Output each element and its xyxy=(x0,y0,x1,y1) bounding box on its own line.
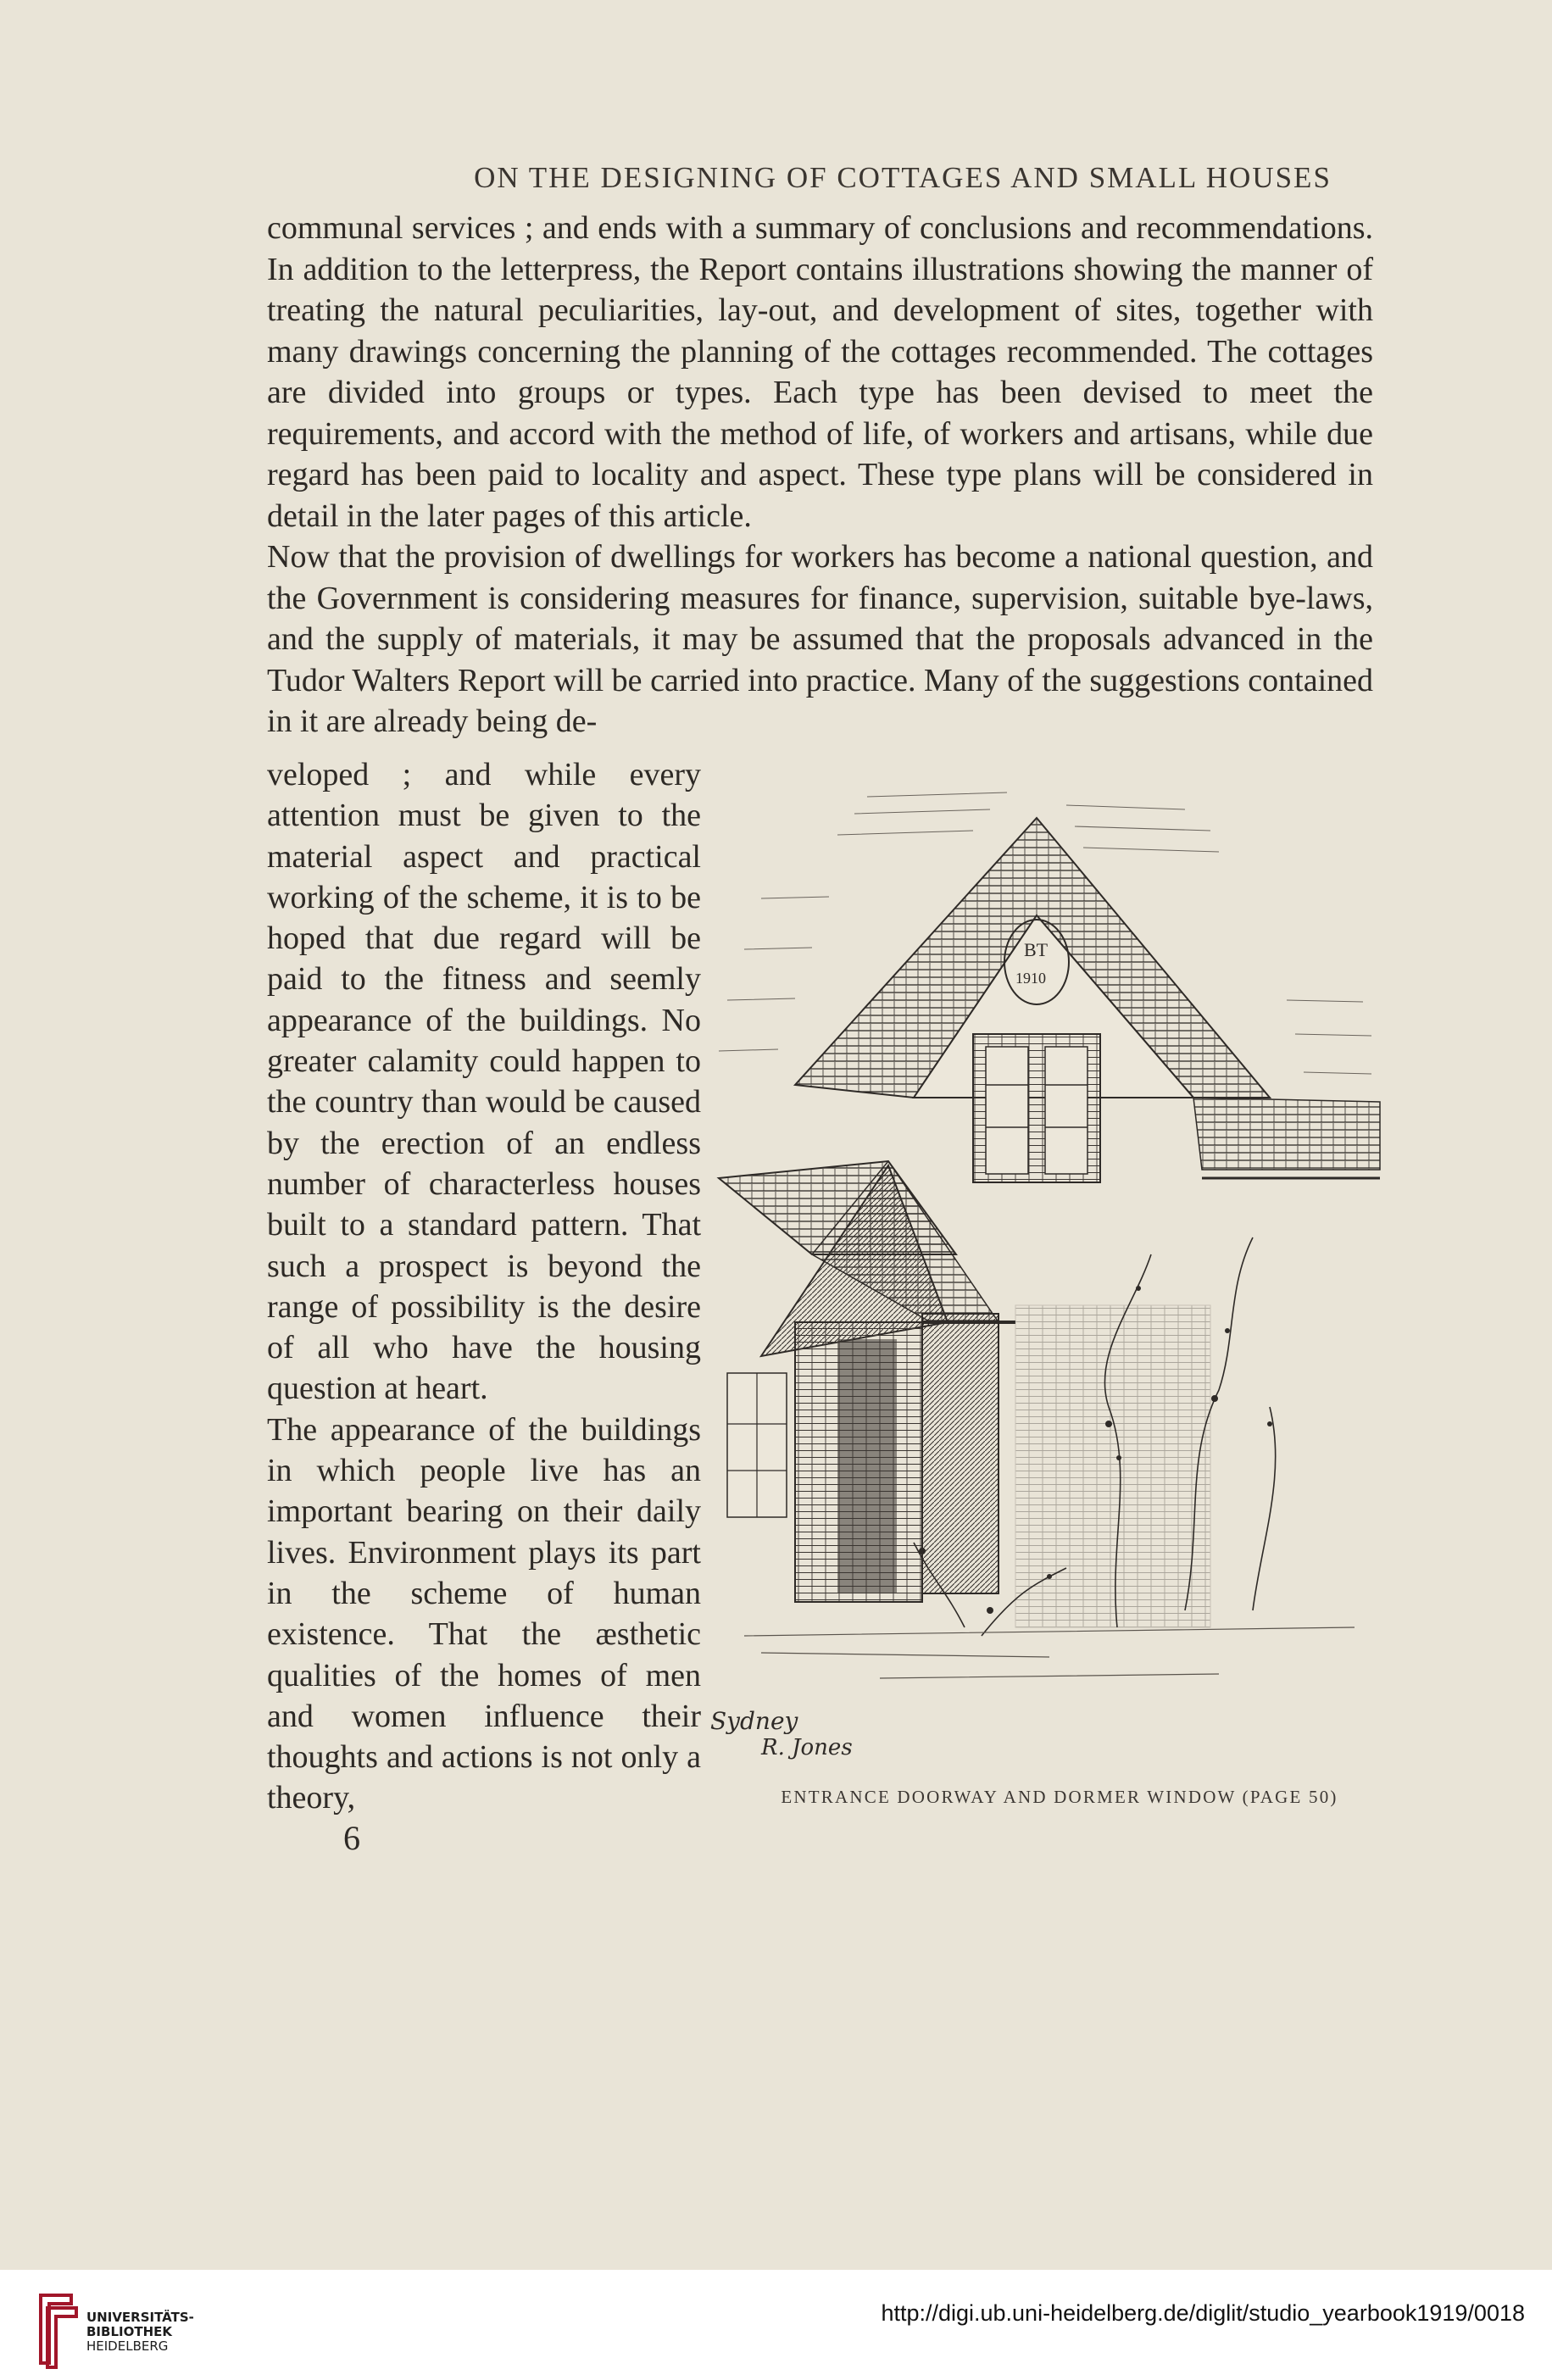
svg-text:1910: 1910 xyxy=(1015,970,1046,987)
cottage-illustration xyxy=(710,780,1382,1776)
paragraph: veloped ; and while every attention must be given to the material aspect and practical working of the scheme, it is to be hoped that due regard will be paid to the fitness and seemly appearance of the buildings. No greater calamity could happen to the country than would be caused by the erection of an endless number of characterless houses built to a standard pattern. That such a prospect is beyond the range of possibility is the desire of all who have the housing question at heart. xyxy=(267,757,701,1407)
svg-text:BT: BT xyxy=(1024,939,1049,960)
svg-text:R. Jones: R. Jones xyxy=(761,1735,853,1760)
page-number: 6 xyxy=(343,1819,360,1857)
source-url-link[interactable]: http://digi.ub.uni-heidelberg.de/diglit/studio_yearbook1919/0018 xyxy=(881,2300,1525,2326)
library-name xyxy=(86,2310,194,2354)
digitization-footer xyxy=(0,2270,1552,2380)
full-width-text xyxy=(267,208,1373,742)
library-line: HEIDELBERG xyxy=(86,2338,169,2354)
running-head: ON THE DESIGNING OF COTTAGES AND SMALL HOUSES xyxy=(474,161,1332,194)
figure-caption: ENTRANCE DOORWAY AND DORMER WINDOW (PAGE 50) xyxy=(781,1787,1338,1807)
column-text xyxy=(267,754,701,1819)
library-logo-icon xyxy=(34,2278,85,2372)
svg-text:Sydney: Sydney xyxy=(710,1707,798,1735)
paragraph: Now that the provision of dwellings for workers has become a national question, and the Government is considering measures for finance, supervision, suitable bye-laws, and the supply of materials, it may be assumed that the proposals advanced in the Tudor Walters Report will be carried into practice. Many of the suggestions contained in it are already being de- xyxy=(267,539,1373,739)
paragraph: The appearance of the buildings in which people live has an important bearing on their daily lives. Environment plays its part in the scheme of human existence. That the æsthetic qualities of the homes of men and women influence their thoughts and actions is not only a theory, xyxy=(267,1411,701,1816)
library-line: BIBLIOTHEK xyxy=(86,2324,172,2339)
library-line: UNIVERSITÄTS- xyxy=(86,2310,194,2325)
paragraph: communal services ; and ends with a summary of conclusions and recommendations. In addition to the letterpress, the Report contains illustrations showing the manner of treating the natural peculiarities, lay-out, and development of sites, together with many drawings concerning the planning of the cottages recommended. The cottages are divided into groups or types. Each type has been devised to meet the requirements, and accord with the method of life, of workers and artisans, while due regard has been paid to locality and aspect. These type plans will be considered in detail in the later pages of this article. xyxy=(267,210,1373,534)
pen-drawing-icon xyxy=(710,780,1382,1776)
